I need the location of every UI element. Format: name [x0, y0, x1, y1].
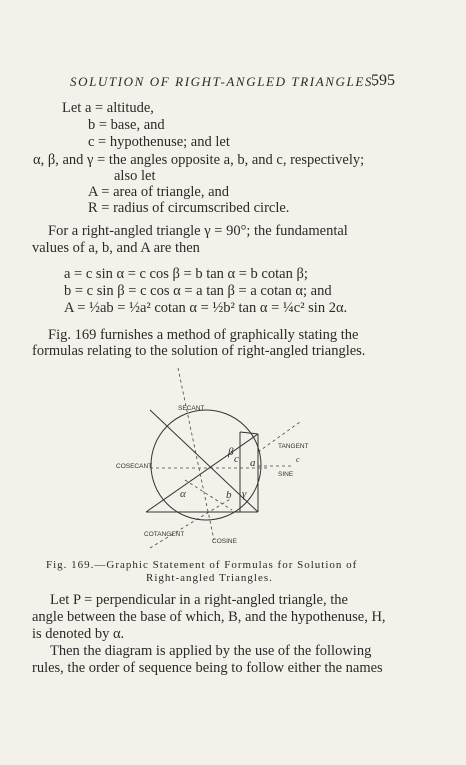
diagram-label-c: c — [234, 453, 239, 465]
formula-line: a = c sin α = c cos β = b tan α = b cotan β; — [64, 266, 308, 282]
definition-line: also let — [114, 168, 156, 184]
diagram-label-alpha: α — [180, 488, 186, 500]
body-line: angle between the base of which, B, and the hypothenuse, H, — [32, 609, 386, 625]
diagram-label-b: b — [226, 489, 232, 501]
definition-line: R = radius of circumscribed circle. — [88, 200, 290, 216]
diagram-label-a: a — [250, 457, 256, 469]
formula-line: b = c sin β = c cos α = a tan β = a cotan α; and — [64, 283, 332, 299]
body-line: rules, the order of sequence being to follow either the names — [32, 660, 383, 676]
paragraph-line: Fig. 169 furnishes a method of graphically stating the — [48, 327, 359, 343]
body-line: Then the diagram is applied by the use of the following — [50, 643, 372, 659]
hypothenuse-line — [146, 434, 258, 512]
diagram-label-small-c: c — [296, 455, 300, 464]
cosine-label: COSINE — [212, 538, 237, 545]
cosecant-label: COSECANT — [116, 463, 153, 470]
page-number: 595 — [371, 72, 395, 89]
cotangent-label: COTANGENT — [144, 531, 185, 538]
secant-label: SECANT — [178, 405, 205, 412]
diagram-label-gamma: γ — [242, 488, 247, 500]
definition-line: Let a = altitude, — [62, 100, 154, 116]
sine-label: SINE — [278, 471, 294, 478]
body-line: Let P = perpendicular in a right-angled triangle, the — [50, 592, 348, 608]
running-title: SOLUTION OF RIGHT-ANGLED TRIANGLES. — [70, 74, 378, 89]
caption-line: Fig. 169.—Graphic Statement of Formulas for Solution of — [46, 559, 358, 571]
intro-line: values of a, b, and A are then — [32, 240, 200, 256]
definition-line: A = area of triangle, and — [88, 184, 230, 200]
intro-line: For a right-angled triangle γ = 90°; the fundamental — [48, 223, 348, 239]
formula-line: A = ½ab = ½a² cotan α = ½b² tan α = ¼c² sin 2α. — [64, 300, 348, 316]
diagram-label-beta: β — [228, 446, 234, 458]
body-line: is denoted by α. — [32, 626, 125, 642]
caption-line: Right-angled Triangles. — [146, 572, 273, 584]
tangent-label: TANGENT — [278, 443, 309, 450]
definition-line: c = hypothenuse; and let — [88, 134, 230, 150]
definition-line: b = base, and — [88, 117, 165, 133]
paragraph-line: formulas relating to the solution of right-angled triangles. — [32, 343, 366, 359]
definition-line: α, β, and γ = the angles opposite a, b, and c, respectively; — [33, 152, 365, 168]
